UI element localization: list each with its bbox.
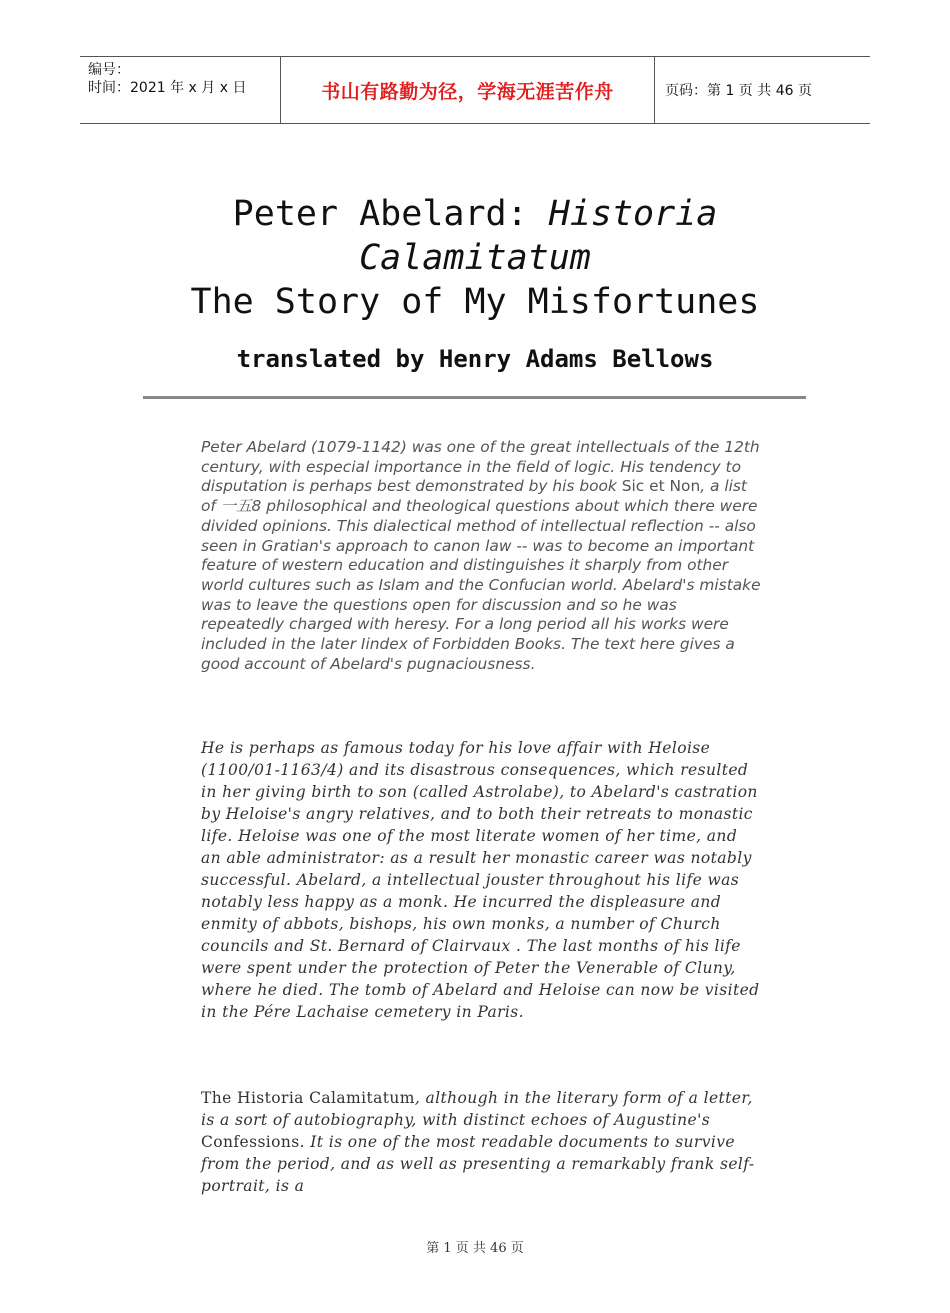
body-paragraph-1: He is perhaps as famous today for his love affair with Heloise (1100/01-1163/4) and its disastrous consequences, which resulted in her giving birth to son (called Astrolabe), to Abelard's castration by Heloise's angry relatives, and to both their retreats to monastic life. Heloise was one of the most literate women of her time, and an able administrator: as a result her monastic career was notably successful. Abelard, a intellectual jouster throughout his life was notably less happy as a monk. He incurred the displeasure and enmity of abbots, bishops, his own monks, a number of Church councils and St. Bernard of Clairvaux . The last months of his life were spent under the protection of Peter the Venerable of Cluny, where he died. The tomb of Abelard and Heloise can now be visited in the Pére Lachaise cemetery in Paris. xyxy=(201,739,760,1021)
header-meta xyxy=(80,57,281,123)
translator-line: translated by Henry Adams Bellows xyxy=(236,345,714,373)
title-english: The Story of My Misfortunes xyxy=(190,282,760,322)
divider xyxy=(143,396,806,399)
document-header xyxy=(80,56,870,124)
p2-text-3: , although in the literary form of a letter, is a sort of autobiography, with distinct echoes of Augustine's xyxy=(201,1089,753,1129)
title-author: Peter Abelard: xyxy=(232,194,549,234)
intro-part-2: , a list of 一五8 philosophical and theological questions about which there were divided opinions. This dialectical method of intellectual reflection -- also seen in Gratian's approach to canon law -- was to become an important feature of western education and distinguishes it sharply from other world cultures such as Islam and the Confucian world. Abelard's mistake was to leave the questions open for discussion and so he was repeatedly charged with heresy. For a long period all his works were included in the later Iindex of Forbidden Books. The text here gives a good account of Abelard's pugnaciousness. xyxy=(201,477,761,673)
intro-part-1: Peter Abelard (1079-1142) was one of the great intellectuals of the 12th century, with especial importance in the field of logic. His tendency to disputation is perhaps best demonstrated by his book xyxy=(201,438,760,496)
title-line-1 xyxy=(0,192,950,236)
title-latin-1: Historia xyxy=(548,194,718,234)
title-latin-2: Calamitatum xyxy=(359,238,591,278)
p2-text-1: The xyxy=(201,1089,238,1107)
intro-book-title: Sic et Non xyxy=(621,477,701,496)
intro-paragraph xyxy=(201,438,761,674)
time-label: 时间：2021 年 x 月 x 日 xyxy=(88,80,247,96)
page-footer: 第 1 页 共 46 页 xyxy=(426,1241,524,1256)
p2-text-5: . It is one of the most readable documents to survive from the period, and as well as presenting a remarkably frank self-portrait, is a xyxy=(201,1133,755,1195)
page-title xyxy=(0,192,950,324)
body-paragraph-2 xyxy=(201,1087,761,1197)
header-motto: 书山有路勤为径，学海无涯苦作舟 xyxy=(281,57,655,123)
p2-confessions: Confessions xyxy=(201,1133,300,1151)
header-page-info: 页码：第 1 页 共 46 页 xyxy=(665,83,812,99)
p2-work-title: Historia Calamitatum xyxy=(237,1089,415,1107)
number-label: 编号： xyxy=(88,62,130,78)
